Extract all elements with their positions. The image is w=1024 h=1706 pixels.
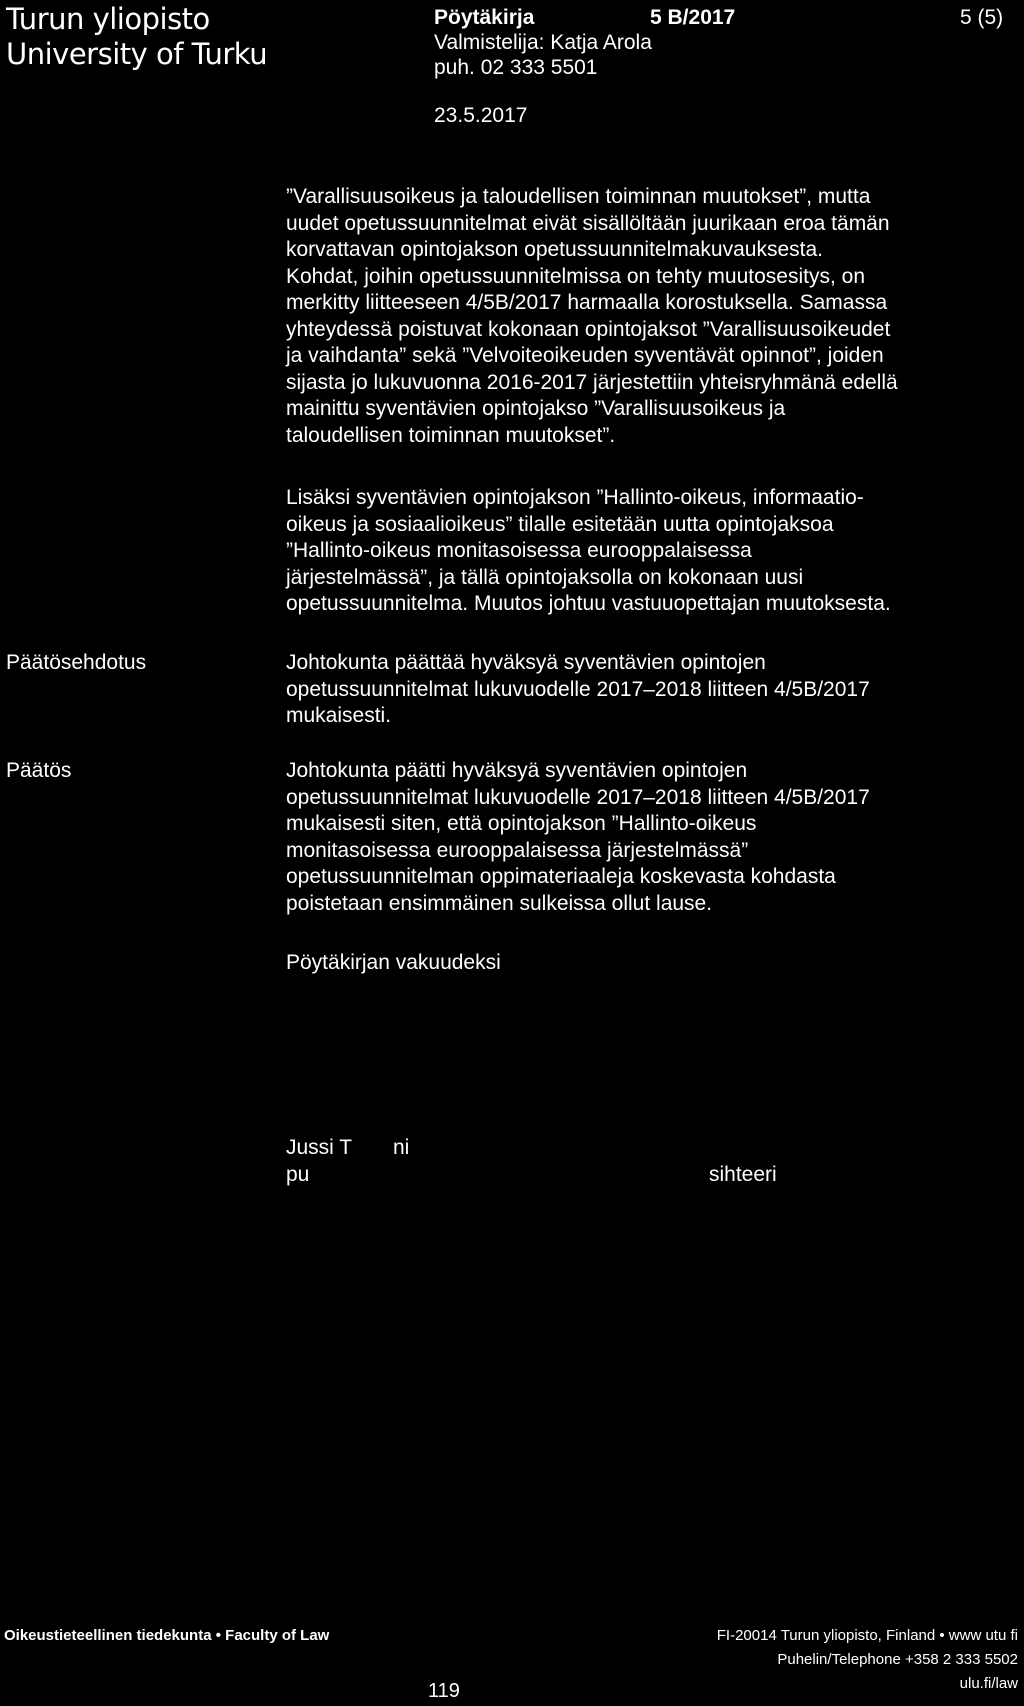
paragraph-2-line: järjestelmässä”, ja tällä opintojaksolla on kokonaan uusi [286,565,804,589]
decision-line: mukaisesti siten, että opintojakson ”Hallinto-oikeus [286,812,757,835]
document-type: Pöytäkirja [434,6,535,29]
footer-address: FI-20014 Turun yliopisto, Finland • www utu fi [716,1627,1018,1644]
footer-web: ulu.fi/law [959,1675,1018,1692]
paragraph-2 [286,485,891,618]
signer-role-part-a: pu [286,1163,310,1186]
paragraph-1-line: uudet opetussuunnitelmat eivät sisällöltään juurikaan eroa tämän [286,211,890,235]
signer-name-part-b: ni [393,1136,410,1159]
decision-text [286,758,870,917]
paragraph-1 [286,184,898,449]
paragraph-1-line: merkitty liitteeseen 4/5B/2017 harmaalla korostuksella. Samassa [286,291,888,314]
preparer: Valmistelija: Katja Arola [434,31,652,54]
paragraph-1-line: korvattavan opintojakson opetussuunnitelmakuvauksesta. [286,238,823,261]
page-indicator: 5 (5) [960,6,1004,29]
proposal-label: Päätösehdotus [6,651,147,674]
paragraph-2-line: ”Hallinto-oikeus monitasoisessa eurooppalaisessa [286,539,752,562]
paragraph-1-line: mainittu syventävien opintojakso ”Varallisuusoikeus ja [286,397,786,420]
document-number: 5 B/2017 [650,6,736,29]
page-number: 119 [428,1680,460,1702]
decision-line: opetussuunnitelmat lukuvuodelle 2017–2018 liitteen 4/5B/2017 [286,785,870,809]
footer-faculty-en: Faculty of Law [225,1627,330,1644]
paragraph-1-line: ”Varallisuusoikeus ja taloudellisen toiminnan muutokset”, mutta [286,185,871,208]
decision-label: Päätös [6,759,72,782]
paragraph-1-line: sijasta jo lukuvuonna 2016-2017 järjestettiin yhteisryhmänä edellä [286,370,898,394]
paragraph-1-line: ja vaihdanta” sekä ”Velvoiteoikeuden syventävät opinnot”, joiden [286,344,884,367]
paragraph-1-line: taloudellisen toiminnan muutokset”. [286,423,616,447]
proposal-text [286,650,870,730]
decision-line: poistetaan ensimmäinen sulkeissa ollut lause. [286,891,713,915]
signer-role-part-b: sihteeri [709,1163,777,1186]
footer-faculty-fi: Oikeustieteellinen tiedekunta [4,1627,212,1644]
decision-line: Johtokunta päätti hyväksyä syventävien opintojen [286,759,748,782]
footer-faculty [4,1626,329,1646]
decision-line: monitasoisessa eurooppalaisessa järjestelmässä” [286,838,749,862]
proposal-line: Johtokunta päättää hyväksyä syventävien opintojen [286,651,766,674]
minutes-attestation: Pöytäkirjan vakuudeksi [286,951,501,974]
footer-separator: • [215,1627,221,1644]
paragraph-2-line: oikeus ja sosiaalioikeus” tilalle esitetään uutta opintojaksoa [286,512,834,536]
proposal-line: opetussuunnitelmat lukuvuodelle 2017–2018 liitteen 4/5B/2017 [286,677,870,701]
phone: puh. 02 333 5501 [434,56,598,79]
document-date: 23.5.2017 [434,104,528,127]
university-name-en: University of Turku [6,37,268,71]
paragraph-2-line: Lisäksi syventävien opintojakson ”Hallinto-oikeus, informaatio- [286,486,864,509]
paragraph-1-line: yhteydessä poistuvat kokonaan opintojaksot ”Varallisuusoikeudet [286,317,891,341]
university-name-fi: Turun yliopisto [6,2,210,36]
footer-telephone: Puhelin/Telephone +358 2 333 5502 [777,1651,1018,1668]
paragraph-1-line: Kohdat, joihin opetussuunnitelmissa on tehty muutosesitys, on [286,264,866,288]
proposal-line: mukaisesti. [286,704,392,727]
paragraph-2-line: opetussuunnitelma. Muutos johtuu vastuuopettajan muutoksesta. [286,592,891,615]
decision-line: opetussuunnitelman oppimateriaaleja koskevasta kohdasta [286,865,836,888]
signer-name-part-a: Jussi T [286,1136,353,1159]
